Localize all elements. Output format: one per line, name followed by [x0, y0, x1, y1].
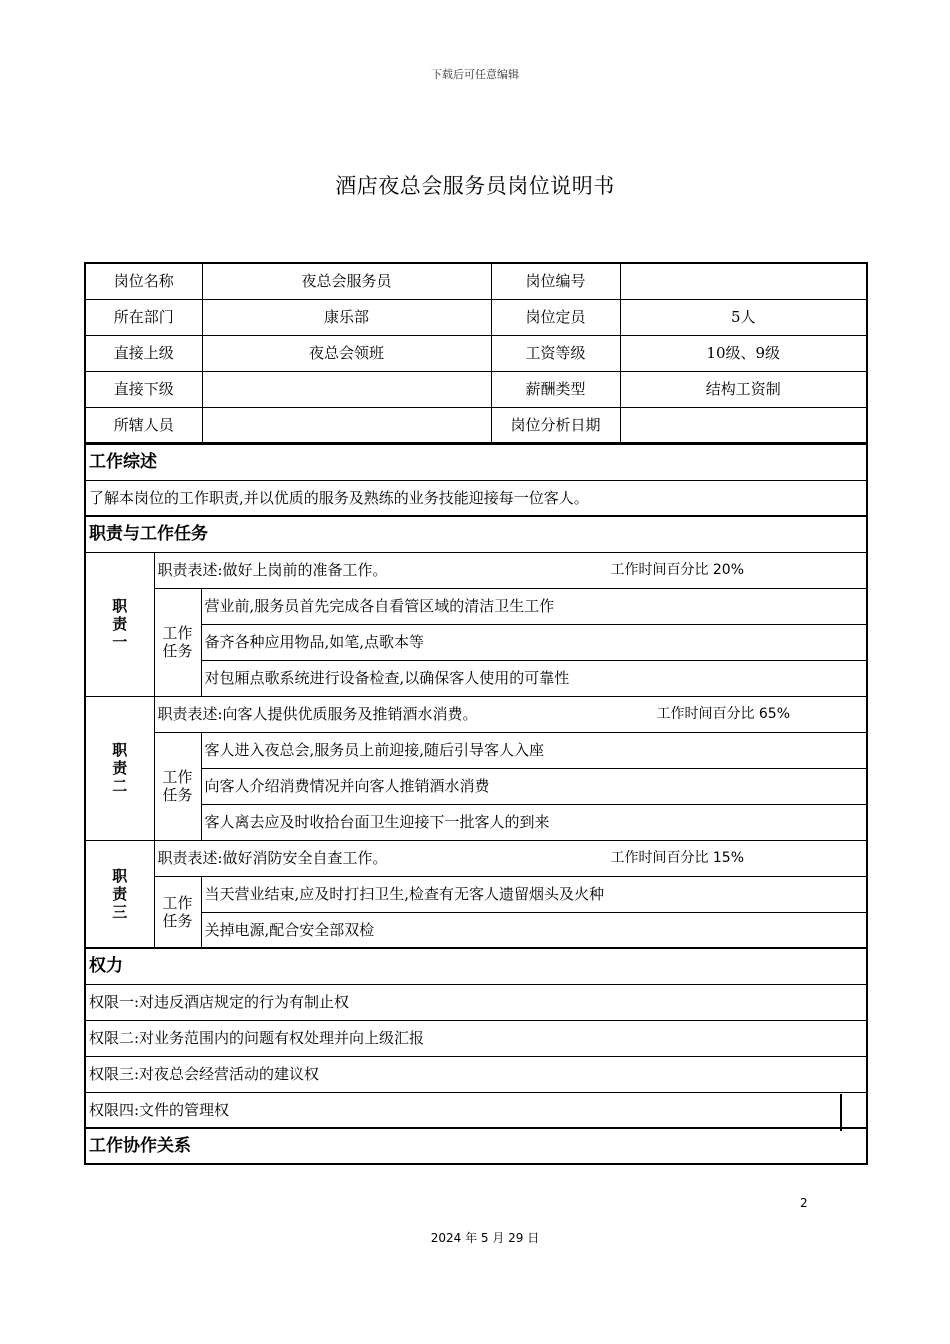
subordinate-label: 直接下级 — [85, 371, 202, 407]
duty-2-label-text: 职责二 — [112, 741, 128, 795]
position-name-label: 岗位名称 — [85, 263, 202, 299]
duty-2-percent: 工作时间百分比 65% — [656, 706, 791, 722]
task-row — [85, 768, 867, 804]
duty-statement-row — [85, 696, 867, 732]
duty-1-percent: 工作时间百分比 20% — [610, 562, 745, 578]
duty-1-task-label — [154, 588, 201, 696]
duty-3-label-text: 职责三 — [112, 866, 128, 921]
authority-row — [85, 1020, 867, 1056]
authority-row — [85, 1056, 867, 1092]
authority-row — [85, 1092, 867, 1128]
page-number: 2 — [800, 1196, 808, 1210]
duty-3-label — [85, 840, 154, 948]
cooperation-heading: 工作协作关系 — [85, 1128, 867, 1164]
section-row — [85, 516, 867, 552]
duty-3-statement-text: 职责表述:做好消防安全自查工作。 — [157, 849, 388, 867]
duty-3-statement — [154, 840, 867, 876]
duty-1-task-2: 备齐各种应用物品,如笔,点歌本等 — [201, 624, 867, 660]
authority-item-3: 权限三:对夜总会经营活动的建议权 — [85, 1056, 867, 1092]
section-row — [85, 948, 867, 984]
authority-item-2: 权限二:对业务范围内的问题有权处理并向上级汇报 — [85, 1020, 867, 1056]
authority-item-1: 权限一:对违反酒店规定的行为有制止权 — [85, 984, 867, 1020]
position-no-label: 岗位编号 — [491, 263, 620, 299]
subordinate-value — [202, 371, 491, 407]
duty-1-task-3: 对包厢点歌系统进行设备检查,以确保客人使用的可靠性 — [201, 660, 867, 696]
dept-label: 所在部门 — [85, 299, 202, 335]
task-row — [85, 624, 867, 660]
duty-1-task-1: 营业前,服务员首先完成各自看管区域的清洁卫生工作 — [201, 588, 867, 624]
duty-1-statement — [154, 552, 867, 588]
duty-2-task-3: 客人离去应及时收拾台面卫生迎接下一批客人的到来 — [201, 804, 867, 840]
info-row — [85, 407, 867, 443]
wage-grade-value: 10级、9级 — [620, 335, 867, 371]
analysis-date-value — [620, 407, 867, 443]
duty-2-task-2: 向客人介绍消费情况并向客人推销酒水消费 — [201, 768, 867, 804]
task-row — [85, 876, 867, 912]
section-row — [85, 444, 867, 480]
pay-type-label: 薪酬类型 — [491, 371, 620, 407]
headcount-label: 岗位定员 — [491, 299, 620, 335]
superior-label: 直接上级 — [85, 335, 202, 371]
section-row — [85, 1128, 867, 1164]
info-row — [85, 299, 867, 335]
duty-3-percent: 工作时间百分比 15% — [610, 850, 745, 866]
document-title: 酒店夜总会服务员岗位说明书 — [335, 174, 615, 198]
duty-1-label-text: 职责一 — [112, 597, 128, 651]
position-name-value: 夜总会服务员 — [202, 263, 491, 299]
duty-2-task-label — [154, 732, 201, 840]
staff-label: 所辖人员 — [85, 407, 202, 443]
task-row — [85, 732, 867, 768]
duty-1-statement-text: 职责表述:做好上岗前的准备工作。 — [157, 561, 388, 579]
duty-2-statement — [154, 696, 867, 732]
task-row — [85, 588, 867, 624]
duty-3-task-1: 当天营业结束,应及时打扫卫生,检查有无客人遗留烟头及火种 — [201, 876, 867, 912]
duty-2-label — [85, 696, 154, 840]
text-row — [85, 480, 867, 516]
summary-heading: 工作综述 — [85, 444, 867, 480]
analysis-date-label: 岗位分析日期 — [491, 407, 620, 443]
summary-text: 了解本岗位的工作职责,并以优质的服务及熟练的业务技能迎接每一位客人。 — [85, 480, 867, 516]
pay-type-value: 结构工资制 — [620, 371, 867, 407]
duty-3-task-label — [154, 876, 201, 948]
superior-value: 夜总会领班 — [202, 335, 491, 371]
authority-item-4-text: 权限四:文件的管理权 — [89, 1100, 230, 1119]
duty-1-label — [85, 552, 154, 696]
info-row — [85, 263, 867, 299]
authority-4-divider — [840, 1094, 842, 1131]
info-row — [85, 371, 867, 407]
info-row — [85, 335, 867, 371]
staff-value — [202, 407, 491, 443]
duty-table — [84, 443, 868, 1165]
authority-row — [85, 984, 867, 1020]
basic-info-table — [84, 262, 868, 444]
duty-statement-row — [85, 840, 867, 876]
task-row — [85, 912, 867, 948]
dept-value: 康乐部 — [202, 299, 491, 335]
position-no-value — [620, 263, 867, 299]
task-label-text: 工作任务 — [162, 624, 193, 660]
duty-statement-row — [85, 552, 867, 588]
task-label-text: 工作任务 — [162, 768, 193, 804]
task-row — [85, 660, 867, 696]
headcount-value: 5人 — [620, 299, 867, 335]
wage-grade-label: 工资等级 — [491, 335, 620, 371]
duty-2-task-1: 客人进入夜总会,服务员上前迎接,随后引导客人入座 — [201, 732, 867, 768]
authority-heading: 权力 — [85, 948, 867, 984]
task-label-text: 工作任务 — [162, 893, 193, 930]
duty-2-statement-text: 职责表述:向客人提供优质服务及推销酒水消费。 — [157, 705, 478, 723]
authority-item-4 — [85, 1092, 867, 1128]
header-note: 下载后可任意编辑 — [431, 68, 519, 81]
duty-3-task-2: 关掉电源,配合安全部双检 — [201, 912, 867, 948]
task-row — [85, 804, 867, 840]
duties-heading: 职责与工作任务 — [85, 516, 867, 552]
footer-date: 2024 年 5 月 29 日 — [430, 1231, 540, 1245]
